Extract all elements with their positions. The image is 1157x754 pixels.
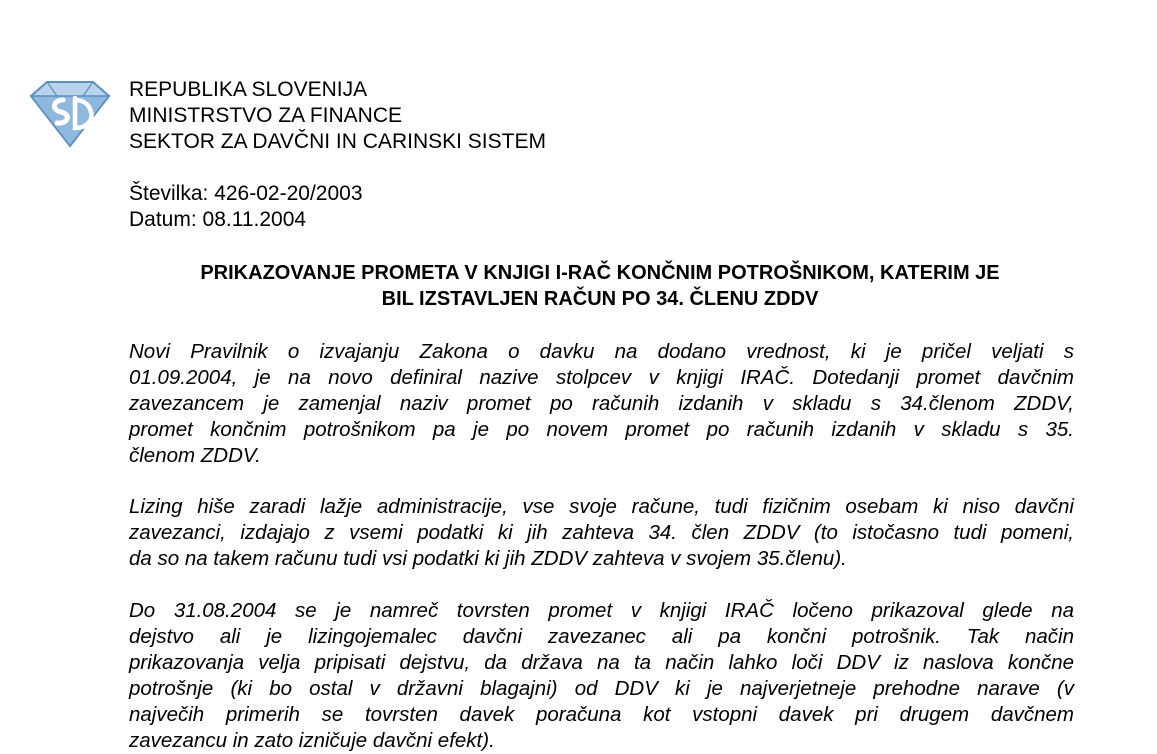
- paragraph-line: zavezancu in zato izničuje davčni efekt).: [129, 729, 495, 752]
- title-line-2: BIL IZSTAVLJEN RAČUN PO 34. ČLENU ZDDV: [381, 288, 819, 310]
- header-sector: SEKTOR ZA DAVČNI IN CARINSKI SISTEM: [129, 130, 546, 153]
- title-line-1: PRIKAZOVANJE PROMETA V KNJIGI I-RAČ KONČNIM POTROŠNIKOM, KATERIM JE: [200, 262, 1000, 284]
- header-republic: REPUBLIKA SLOVENIJA: [129, 78, 368, 101]
- paragraph-line: največih primerih se tovrsten davek poračuna kot vstopni davek pri drugem davčnem: [129, 703, 1074, 726]
- document-date: Datum: 08.11.2004: [129, 208, 307, 231]
- paragraph-line: da so na takem računu tudi vsi podatki ki jih ZDDV zahteva v svojem 35.členu).: [129, 547, 847, 570]
- paragraph-3: [129, 598, 1074, 754]
- paragraph-line: Lizing hiše zaradi lažje administracije, vse svoje račune, tudi fizičnim osebam ki niso davčni: [129, 495, 1074, 518]
- header-ministry: MINISTRSTVO ZA FINANCE: [129, 104, 403, 127]
- document-title: [100, 260, 1100, 312]
- paragraph-2: [129, 494, 1074, 572]
- paragraph-line: promet končnim potrošnikom pa je po novem promet po računih izdanih v skladu s 35.: [129, 418, 1074, 441]
- paragraph-line: Do 31.08.2004 se je namreč tovrsten promet v knjigi IRAČ ločeno prikazoval glede na: [129, 599, 1074, 622]
- paragraph-line: potrošnje (ki bo ostal v državni blagajni) od DDV ki je najverjetneje prehodne narave (v: [129, 677, 1074, 700]
- paragraph-line: zavezanci, izdajajo z vsemi podatki ki jih zahteva 34. člen ZDDV (to istočasno tudi pomeni,: [129, 521, 1074, 544]
- paragraph-line: dejstvo ali je lizingojemalec davčni zavezanec ali pa končni potrošnik. Tak način: [129, 625, 1074, 648]
- paragraph-line: členom ZDDV.: [129, 444, 261, 467]
- document-header: [129, 77, 546, 155]
- paragraph-1: [129, 339, 1074, 469]
- paragraph-line: zavezancem je zamenjal naziv promet po računih izdanih v skladu s 34.členom ZDDV,: [129, 392, 1074, 415]
- paragraph-line: Novi Pravilnik o izvajanju Zakona o davku na dodano vrednost, ki je pričel veljati s: [129, 340, 1074, 363]
- ministry-emblem-icon: [27, 78, 113, 150]
- paragraph-line: prikazovanja velja pripisati dejstvu, da država na ta način lahko loči DDV iz naslova končne: [129, 651, 1074, 674]
- paragraph-line: 01.09.2004, je na novo definiral nazive stolpcev v knjigi IRAČ. Dotedanji promet davčnim: [129, 366, 1074, 389]
- document-meta: [129, 181, 363, 233]
- document-number: Številka: 426-02-20/2003: [129, 182, 363, 205]
